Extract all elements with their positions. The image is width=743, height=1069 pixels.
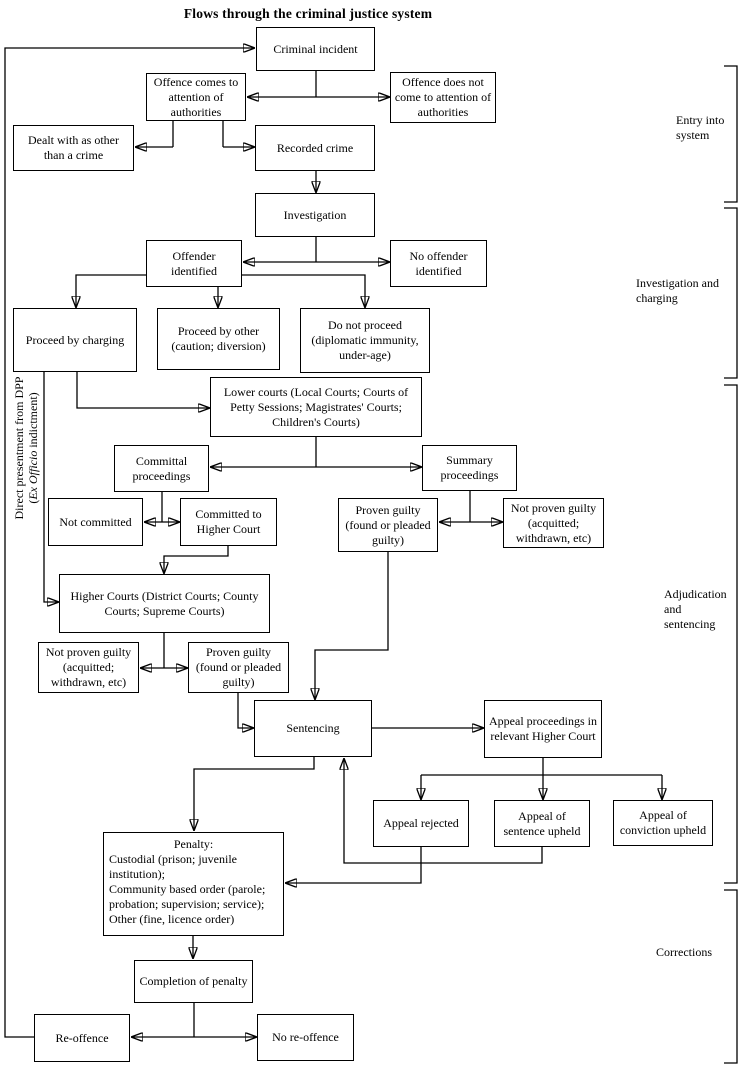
bracket-adjudication-sentencing	[724, 385, 737, 883]
node-sentencing: Sentencing	[254, 700, 372, 757]
node-committed-higher-court: Committed to Higher Court	[180, 498, 277, 546]
node-not-proven-guilty-higher: Not proven guilty (acquitted; withdrawn, etc)	[38, 642, 139, 693]
ex-officio-italic: Ex Officio	[26, 450, 41, 500]
connector-offender-to-do-not-proceed	[242, 275, 365, 307]
node-proceed-charging: Proceed by charging	[13, 308, 137, 372]
node-offence-comes: Offence comes to attention of authorities	[146, 73, 246, 121]
connector-direct-presentment	[44, 372, 58, 602]
node-proven-guilty-summary: Proven guilty (found or pleaded guilty)	[338, 498, 438, 552]
diagram-title: Flows through the criminal justice system	[183, 6, 433, 21]
node-appeal-sentence-upheld: Appeal of sentence upheld	[494, 800, 590, 847]
connector-proven-summary-to-sentencing	[315, 552, 388, 699]
penalty-line-community: Community based order (parole; probation; supervision; service);	[109, 882, 266, 911]
connector-offender-to-charging	[76, 275, 146, 307]
node-re-offence: Re-offence	[34, 1014, 130, 1062]
section-label-entry: Entry into system	[676, 113, 725, 142]
penalty-title: Penalty:	[173, 837, 214, 851]
dpp-note-line1: Direct presentment from DPP	[12, 376, 26, 520]
node-higher-courts: Higher Courts (District Courts; County Courts; Supreme Courts)	[59, 574, 270, 633]
node-appeal-proceedings: Appeal proceedings in relevant Higher Court	[484, 700, 602, 758]
node-offender-identified: Offender identified	[146, 240, 242, 287]
section-label-investigation: Investigation and charging	[636, 276, 719, 305]
penalty-line-other: Other (fine, licence order)	[109, 912, 235, 926]
node-no-re-offence: No re-offence	[257, 1014, 354, 1061]
node-dealt-with-other: Dealt with as other than a crime	[13, 125, 134, 171]
node-not-committed: Not committed	[48, 498, 143, 546]
node-investigation: Investigation	[255, 193, 375, 237]
connector-committed-to-higher	[164, 546, 228, 573]
node-offence-not-come: Offence does not come to attention of authorities	[390, 72, 496, 123]
connector-charging-to-lower-courts	[77, 372, 209, 408]
node-committal-proceedings: Committal proceedings	[114, 445, 209, 492]
connector-rejected-to-penalty	[286, 847, 421, 883]
node-criminal-incident: Criminal incident	[256, 27, 375, 71]
node-no-offender: No offender identified	[390, 240, 487, 287]
penalty-line-custodial: Custodial (prison; juvenile institution);	[109, 852, 237, 881]
connector-proven-higher-to-sentencing	[238, 693, 253, 728]
section-label-corrections: Corrections	[656, 945, 712, 959]
node-lower-courts: Lower courts (Local Courts; Courts of Petty Sessions; Magistrates' Courts; Children's Courts)	[210, 377, 422, 437]
node-appeal-conviction-upheld: Appeal of conviction upheld	[613, 800, 713, 846]
dpp-presentment-note	[12, 348, 42, 548]
node-proven-guilty-higher: Proven guilty (found or pleaded guilty)	[188, 642, 289, 693]
section-label-adjudication: Adjudication and sentencing	[664, 587, 727, 631]
node-not-proven-guilty-summary: Not proven guilty (acquitted; withdrawn, etc)	[503, 498, 604, 548]
node-proceed-other: Proceed by other (caution; diversion)	[157, 308, 280, 370]
dpp-note-line2: (Ex Officio indictment)	[26, 392, 41, 504]
node-recorded-crime: Recorded crime	[255, 125, 375, 171]
node-appeal-rejected: Appeal rejected	[373, 800, 469, 847]
connector-sentencing-to-penalty	[194, 757, 314, 830]
bracket-corrections	[724, 890, 737, 1063]
node-completion-penalty: Completion of penalty	[134, 960, 253, 1003]
node-do-not-proceed: Do not proceed (diplomatic immunity, under-age)	[300, 308, 430, 373]
node-summary-proceedings: Summary proceedings	[422, 445, 517, 491]
node-penalty	[103, 832, 284, 936]
